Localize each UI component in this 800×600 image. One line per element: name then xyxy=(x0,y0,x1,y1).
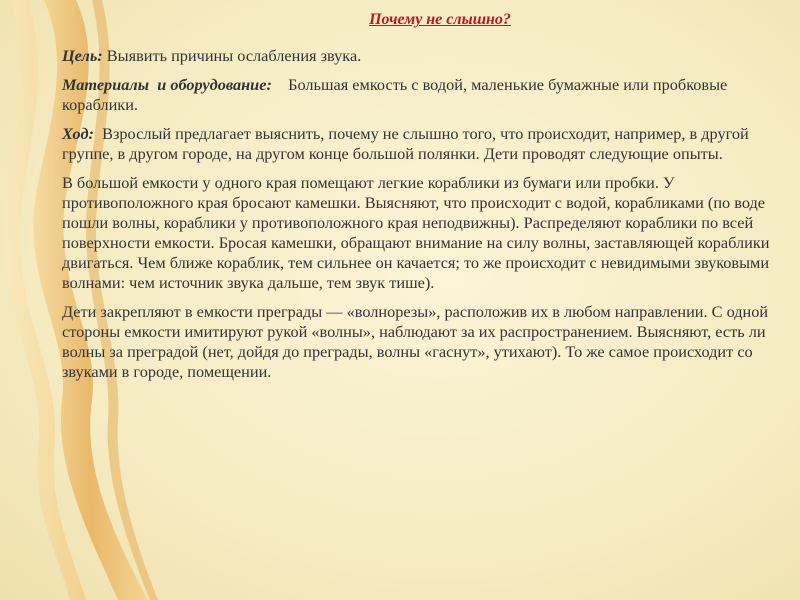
goal-paragraph xyxy=(62,46,774,66)
page-title: Почему не слышно? xyxy=(369,11,511,28)
materials-label: Материалы и оборудование: xyxy=(62,75,272,94)
experiment-paragraph-2: Дети закрепляют в емкости преграды — «волнорезы», расположив их в любом направлении. С одной стороны емкости имитируют рукой «волны», наблюдают за их распространением. Выясняют, есть ли волны за преградой (нет, дойдя до преграды, волны «гаснут», утихают). То же самое происходит со звуками в городе, помещении. xyxy=(62,302,769,381)
experiment-paragraph-1: В большой емкости у одного края помещают легкие кораблики из бумаги или пробки. У противоположного края бросают камешки. Выясняют, что происходит с водой, корабликами (по воде пошли волны, кораблики у противоположного края неподвижны). Распределяют кораблики по всей поверхности емкости. Бросая камешки, обращают внимание на силу волны, заставляющей кораблики двигаться. Чем ближе кораблик, тем сильнее он качается; то же происходит с невидимыми звуковыми волнами: чем источник звука дальше, тем звук тише). xyxy=(62,173,770,292)
goal-label: Цель: xyxy=(62,46,103,65)
materials-paragraph xyxy=(62,75,774,115)
slide-content xyxy=(62,10,774,391)
procedure-label: Ход: xyxy=(62,124,94,143)
materials-text: Большая емкость с водой, маленькие бумажные или пробковые кораблики. xyxy=(62,75,728,114)
procedure-paragraph xyxy=(62,124,774,164)
procedure-text: Взрослый предлагает выяснить, почему не слышно того, что происходит, например, в другой группе, в другом городе, на другом конце большой полянки. Дети проводят следующие опыты. xyxy=(62,124,749,163)
goal-text: Выявить причины ослабления звука. xyxy=(106,46,362,65)
